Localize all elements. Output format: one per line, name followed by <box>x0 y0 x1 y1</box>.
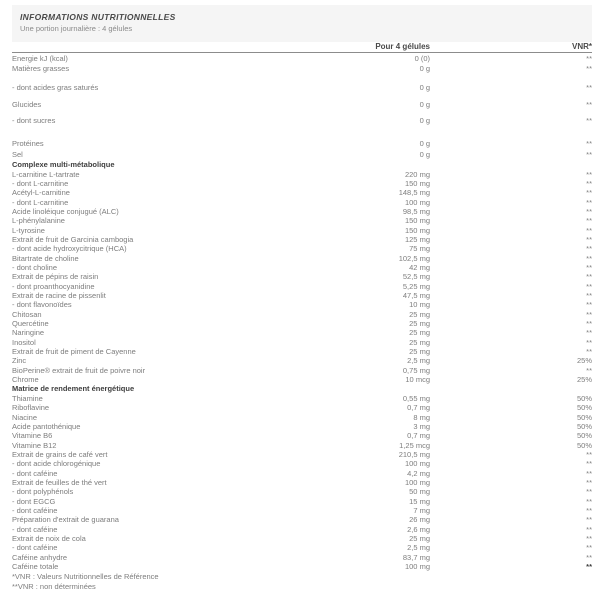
row-vnr: 50% <box>576 421 592 431</box>
row-label: Extrait de noix de cola <box>12 533 86 543</box>
nutrition-table-body <box>12 54 592 571</box>
page-title: INFORMATIONS NUTRITIONNELLES <box>20 12 176 22</box>
table-section-row <box>12 160 592 169</box>
row-label: L-phénylalanine <box>12 216 65 226</box>
row-value: 2,6 mg <box>407 524 430 534</box>
row-vnr: ** <box>586 139 592 149</box>
row-label: Préparation d'extrait de guarana <box>12 515 119 525</box>
row-label: Acétyl-L-carnitine <box>12 188 70 198</box>
row-label: Extrait de fruit de Garcinia cambogia <box>12 234 134 244</box>
row-value: 2,5 mg <box>407 543 430 553</box>
row-label: Zinc <box>12 356 27 366</box>
table-row <box>12 525 592 534</box>
table-row <box>12 469 592 478</box>
table-row <box>12 562 592 571</box>
row-label: Inositol <box>12 337 36 347</box>
row-value: 125 mg <box>404 234 430 244</box>
table-row <box>12 543 592 552</box>
row-vnr <box>430 384 592 393</box>
row-vnr: ** <box>586 524 592 534</box>
row-label: Acide pantothénique <box>12 421 81 431</box>
row-label: L-tyrosine <box>12 225 45 235</box>
row-label: Quercétine <box>12 319 49 329</box>
row-vnr: ** <box>586 487 592 497</box>
row-label: Vitamine B12 <box>12 440 57 450</box>
row-label: - dont caféine <box>12 543 58 553</box>
row-vnr: ** <box>586 244 592 254</box>
table-row <box>12 497 592 506</box>
row-value: 83,7 mg <box>402 552 430 562</box>
row-value: 8 mg <box>413 412 430 422</box>
table-row <box>12 300 592 309</box>
row-vnr: ** <box>586 533 592 543</box>
row-vnr: ** <box>586 54 592 63</box>
table-row <box>12 534 592 543</box>
row-label: Caféine totale <box>12 562 59 572</box>
footnotes <box>12 572 592 591</box>
row-vnr: ** <box>586 300 592 310</box>
table-row <box>12 235 592 244</box>
row-vnr: ** <box>586 188 592 198</box>
row-value: 5,25 mg <box>402 281 430 291</box>
row-vnr: 25% <box>576 356 592 366</box>
table-row <box>12 244 592 253</box>
row-vnr: 50% <box>576 440 592 450</box>
table-row <box>12 216 592 225</box>
table-row <box>12 282 592 291</box>
row-vnr: ** <box>586 253 592 263</box>
row-value: 148,5 mg <box>398 188 430 198</box>
row-vnr <box>430 160 592 169</box>
row-label: - dont EGCG <box>12 496 56 506</box>
row-label: - dont proanthocyanidine <box>12 281 95 291</box>
table-row <box>12 413 592 422</box>
row-label: Chrome <box>12 375 39 385</box>
row-value: 10 mg <box>409 300 430 310</box>
row-vnr: ** <box>586 64 592 74</box>
row-label: - dont acides gras saturés <box>12 82 99 92</box>
row-vnr: ** <box>586 449 592 459</box>
row-label: Protéines <box>12 139 44 149</box>
row-vnr: ** <box>586 552 592 562</box>
table-row <box>12 83 592 93</box>
row-label: Sel <box>12 149 23 159</box>
row-vnr: ** <box>586 543 592 553</box>
table-row <box>12 403 592 412</box>
row-label: Thiamine <box>12 393 43 403</box>
row-label: Energie kJ (kcal) <box>12 54 68 63</box>
row-label: Naringine <box>12 328 45 338</box>
table-row <box>12 188 592 197</box>
row-value: 0,7 mg <box>407 403 430 413</box>
table-row <box>12 356 592 365</box>
row-label: - dont acide hydroxycitrique (HCA) <box>12 244 127 254</box>
row-value: 210,5 mg <box>398 449 430 459</box>
row-vnr: ** <box>586 365 592 375</box>
row-vnr: ** <box>586 477 592 487</box>
column-header-vnr: VNR* <box>571 42 592 51</box>
row-vnr: ** <box>586 225 592 235</box>
row-value: 0 g <box>419 149 430 159</box>
row-value: 4,2 mg <box>407 468 430 478</box>
row-value: 150 mg <box>404 216 430 226</box>
row-value: 42 mg <box>409 263 430 273</box>
row-vnr: 50% <box>576 393 592 403</box>
row-vnr: 50% <box>576 412 592 422</box>
nutrition-header <box>12 5 592 42</box>
table-row <box>12 347 592 356</box>
row-label: Acide linoléique conjugué (ALC) <box>12 206 119 216</box>
row-vnr: ** <box>586 263 592 273</box>
row-value: 75 mg <box>409 244 430 254</box>
table-row <box>12 54 592 64</box>
table-row <box>12 150 592 160</box>
row-value <box>352 160 430 169</box>
row-label: Glucides <box>12 99 42 109</box>
row-value: 52,5 mg <box>402 272 430 282</box>
row-vnr: ** <box>586 197 592 207</box>
table-row <box>12 139 592 149</box>
row-value: 25 mg <box>409 533 430 543</box>
row-vnr: ** <box>586 169 592 179</box>
table-row <box>12 450 592 459</box>
row-value: 150 mg <box>404 178 430 188</box>
row-vnr: ** <box>586 149 592 159</box>
row-vnr: ** <box>586 291 592 301</box>
row-vnr: 25% <box>576 375 592 385</box>
table-row <box>12 310 592 319</box>
row-vnr: ** <box>586 468 592 478</box>
row-label: L-carnitine L-tartrate <box>12 169 80 179</box>
column-header-serving: Pour 4 gélules <box>375 42 430 51</box>
row-value: 25 mg <box>409 337 430 347</box>
row-label: Extrait de feuilles de thé vert <box>12 477 107 487</box>
row-vnr: ** <box>586 82 592 92</box>
table-row <box>12 328 592 337</box>
row-value: 0 (0) <box>414 54 430 63</box>
row-vnr: 50% <box>576 403 592 413</box>
row-value: 0 g <box>419 64 430 74</box>
row-value: 102,5 mg <box>398 253 430 263</box>
footnote-vnr-definition: *VNR : Valeurs Nutritionnelles de Référence <box>12 572 159 582</box>
row-label: Extrait de pépins de raisin <box>12 272 99 282</box>
table-row <box>12 100 592 110</box>
row-value: 26 mg <box>409 515 430 525</box>
row-label: Matières grasses <box>12 64 70 74</box>
row-label: - dont flavonoïdes <box>12 300 72 310</box>
row-value <box>352 384 430 393</box>
table-row <box>12 116 592 126</box>
row-value: 50 mg <box>409 487 430 497</box>
table-row <box>12 394 592 403</box>
row-value: 0,75 mg <box>402 365 430 375</box>
row-label: - dont polyphénols <box>12 487 74 497</box>
row-label: - dont caféine <box>12 505 58 515</box>
table-section-row <box>12 384 592 393</box>
row-label: - dont L-carnitine <box>12 197 69 207</box>
row-label: - dont sucres <box>12 116 56 126</box>
table-row <box>12 291 592 300</box>
table-row <box>12 263 592 272</box>
row-value: 25 mg <box>409 319 430 329</box>
table-row <box>12 338 592 347</box>
footnote-vnr-undetermined: **VNR : non déterminées <box>12 581 96 591</box>
row-value: 0,55 mg <box>402 393 430 403</box>
row-value: 100 mg <box>404 477 430 487</box>
row-vnr: ** <box>586 216 592 226</box>
row-value: 25 mg <box>409 328 430 338</box>
row-label: Bitartrate de choline <box>12 253 79 263</box>
row-label: Niacine <box>12 412 38 422</box>
row-vnr: 50% <box>576 431 592 441</box>
row-vnr: ** <box>586 496 592 506</box>
row-value: 98,5 mg <box>402 206 430 216</box>
table-row <box>12 226 592 235</box>
table-row <box>12 553 592 562</box>
table-row <box>12 478 592 487</box>
row-vnr: ** <box>586 459 592 469</box>
row-value: 1,25 mcg <box>399 440 430 450</box>
row-value: 100 mg <box>404 197 430 207</box>
serving-size-subtitle: Une portion journalière : 4 gélules <box>20 24 133 33</box>
row-value: 100 mg <box>404 562 430 572</box>
row-label: - dont acide chlorogénique <box>12 459 101 469</box>
row-value: 7 mg <box>413 505 430 515</box>
row-label: Extrait de fruit de piment de Cayenne <box>12 347 136 357</box>
table-row <box>12 487 592 496</box>
row-value: 25 mg <box>409 347 430 357</box>
row-label: Riboflavine <box>12 403 50 413</box>
row-vnr: ** <box>586 515 592 525</box>
row-label: Caféine anhydre <box>12 552 68 562</box>
table-row <box>12 64 592 74</box>
row-vnr: ** <box>586 281 592 291</box>
row-vnr: ** <box>586 347 592 357</box>
row-vnr: ** <box>586 337 592 347</box>
row-value: 10 mcg <box>405 375 430 385</box>
row-label: - dont caféine <box>12 468 58 478</box>
table-column-headers <box>12 43 592 53</box>
row-vnr: ** <box>586 178 592 188</box>
table-row <box>12 366 592 375</box>
row-vnr: ** <box>586 272 592 282</box>
table-row <box>12 198 592 207</box>
row-label: Vitamine B6 <box>12 431 53 441</box>
table-row <box>12 431 592 440</box>
nutrition-panel <box>12 5 592 591</box>
row-label: Extrait de racine de pissenlit <box>12 291 106 301</box>
row-value: 0,7 mg <box>407 431 430 441</box>
table-row <box>12 441 592 450</box>
row-label: - dont L-carnitine <box>12 178 69 188</box>
row-value: 0 g <box>419 139 430 149</box>
table-row <box>12 272 592 281</box>
table-row <box>12 254 592 263</box>
row-vnr: ** <box>586 505 592 515</box>
row-value: 0 g <box>419 99 430 109</box>
table-row <box>12 170 592 179</box>
row-vnr: ** <box>586 328 592 338</box>
row-value: 220 mg <box>404 169 430 179</box>
table-row <box>12 179 592 188</box>
row-vnr: ** <box>586 309 592 319</box>
table-row <box>12 515 592 524</box>
row-label: Matrice de rendement énergétique <box>12 384 135 394</box>
row-value: 47,5 mg <box>402 291 430 301</box>
row-value: 3 mg <box>413 421 430 431</box>
row-label: Chitosan <box>12 309 42 319</box>
row-value: 2,5 mg <box>407 356 430 366</box>
row-label: Complexe multi-métabolique <box>12 160 115 170</box>
row-vnr: ** <box>586 116 592 126</box>
row-label: - dont caféine <box>12 524 58 534</box>
row-vnr: ** <box>586 562 592 572</box>
table-row <box>12 375 592 384</box>
table-row <box>12 207 592 216</box>
table-row <box>12 506 592 515</box>
table-row <box>12 319 592 328</box>
row-value: 0 g <box>419 82 430 92</box>
table-row <box>12 422 592 431</box>
row-label: - dont choline <box>12 263 58 273</box>
row-vnr: ** <box>586 206 592 216</box>
row-label: Extrait de grains de café vert <box>12 449 108 459</box>
row-vnr: ** <box>586 234 592 244</box>
row-label: BioPerine® extrait de fruit de poivre noir <box>12 365 146 375</box>
row-vnr: ** <box>586 319 592 329</box>
row-value: 150 mg <box>404 225 430 235</box>
table-row <box>12 459 592 468</box>
row-value: 25 mg <box>409 309 430 319</box>
row-value: 15 mg <box>409 496 430 506</box>
row-vnr: ** <box>586 99 592 109</box>
row-value: 100 mg <box>404 459 430 469</box>
row-value: 0 g <box>419 116 430 126</box>
